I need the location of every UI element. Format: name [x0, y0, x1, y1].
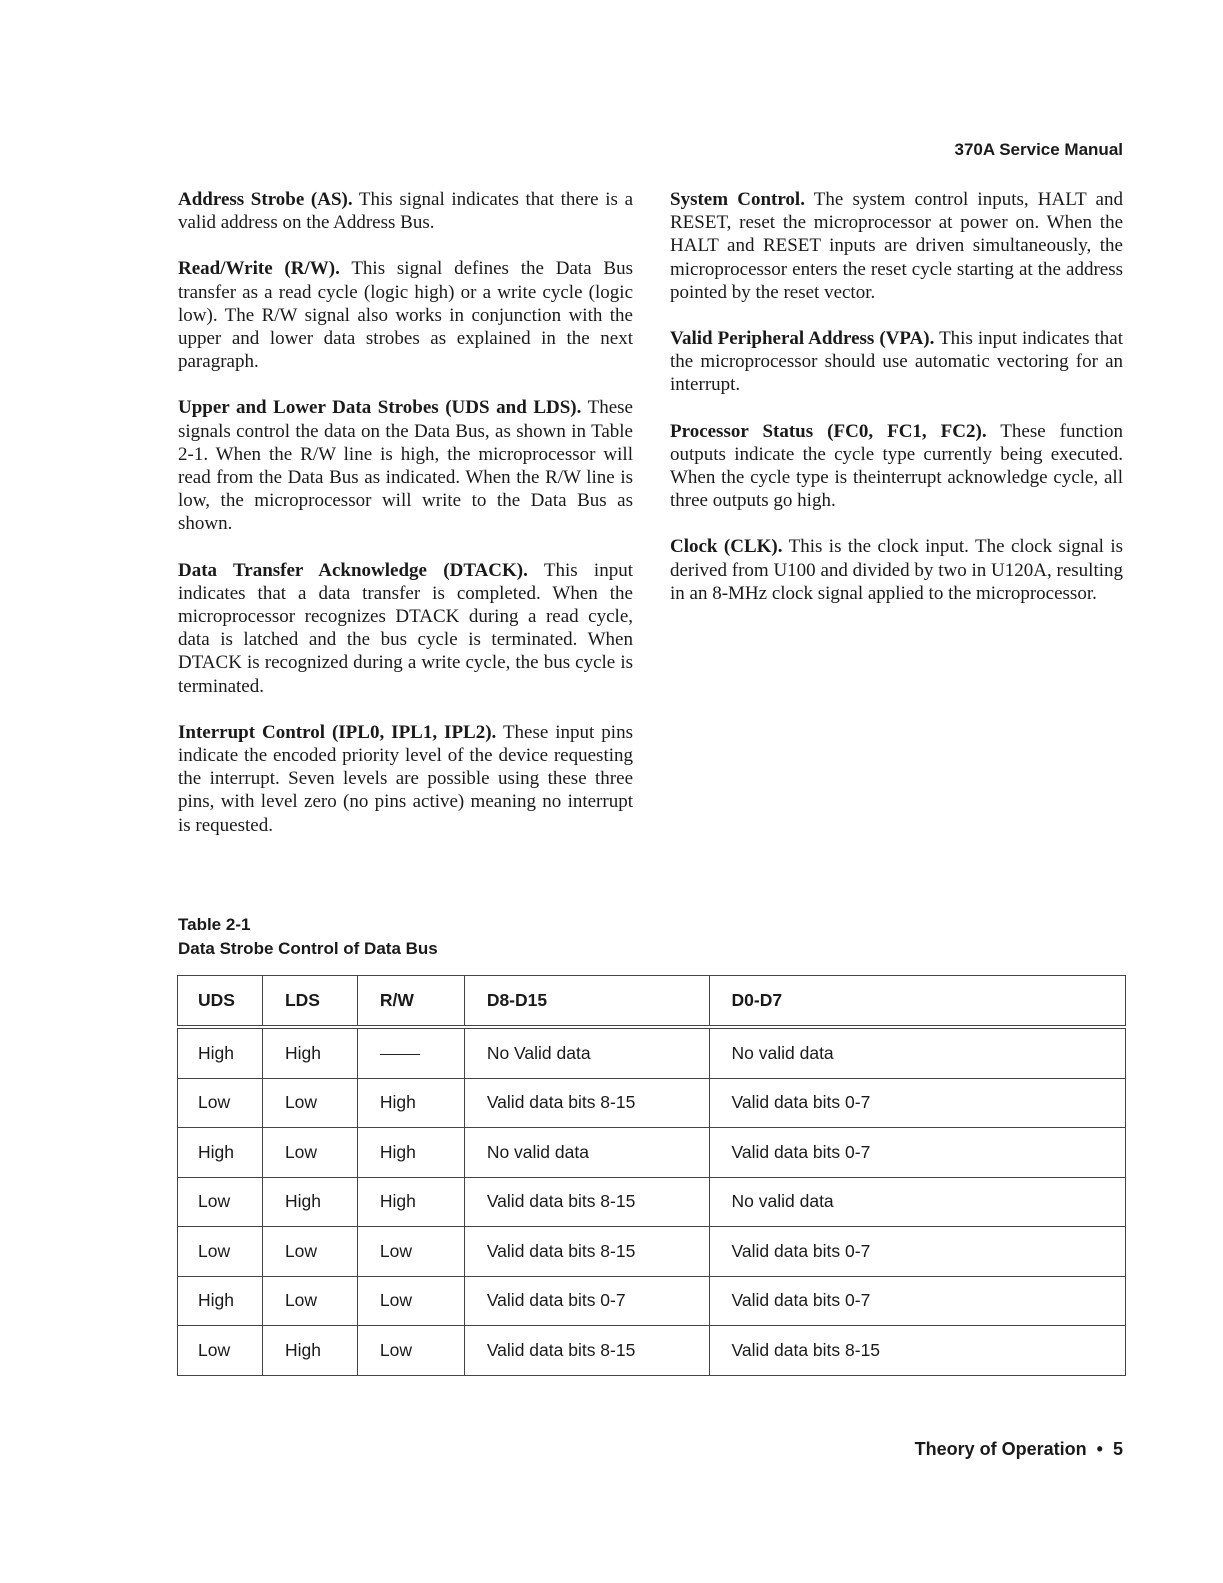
cell-d8-d15: Valid data bits 0-7 — [464, 1276, 709, 1326]
table-row — [178, 1078, 1126, 1128]
cell-rw: High — [357, 1128, 464, 1178]
paragraph-text: This is the clock input. The clock signal is derived from U100 and divided by two in U120A, resulting in an 8-MHz clock signal applied to the microprocessor. — [670, 536, 1124, 604]
table-row — [178, 1027, 1126, 1078]
page-footer — [915, 1439, 1123, 1460]
paragraph-heading: Address Strobe (AS). — [178, 189, 353, 210]
header-d8-d15: D8-D15 — [464, 976, 709, 1028]
cell-uds: Low — [178, 1078, 263, 1128]
paragraph-heading: Upper and Lower Data Strobes (UDS and LDS). — [178, 397, 582, 419]
cell-lds: High — [262, 1027, 357, 1078]
paragraph-text: This signal defines the Data Bus transfer as a read cycle (logic high) or a write cycle (logic low). The R/W signal also works in conjunction with the upper and lower data strobes as explained in the next paragraph. — [178, 258, 633, 373]
cell-uds: High — [178, 1128, 263, 1178]
running-header: 370A Service Manual — [954, 140, 1123, 159]
paragraph-heading: Valid Peripheral Address (VPA). — [670, 328, 935, 350]
cell-rw: Low — [357, 1227, 464, 1277]
paragraph-text: This signal indicates that there is a valid address on the Address Bus. — [178, 189, 633, 234]
paragraph-read-write — [178, 257, 633, 373]
paragraph-system-control — [670, 188, 1123, 304]
right-column — [670, 188, 1123, 628]
paragraph-heading: System Control. — [670, 189, 805, 210]
cell-d8-d15: No valid data — [464, 1128, 709, 1178]
paragraph-text: The system control inputs, HALT and RESET, reset the microprocessor at power on. When the HALT and RESET inputs are driven simultaneously, the microprocessor enters the reset cycle starting at the address pointed by the reset vector. — [670, 189, 1123, 303]
cell-rw: Low — [357, 1276, 464, 1326]
header-rw: R/W — [357, 976, 464, 1028]
table-row — [178, 1276, 1126, 1326]
paragraph-dtack — [178, 559, 633, 698]
cell-lds: Low — [262, 1227, 357, 1277]
dash-line — [380, 1054, 420, 1055]
cell-rw: High — [357, 1078, 464, 1128]
cell-rw: Low — [357, 1326, 464, 1376]
page-number: 5 — [1112, 1439, 1123, 1459]
cell-d8-d15: Valid data bits 8-15 — [464, 1078, 709, 1128]
paragraph-vpa — [670, 327, 1123, 397]
cell-rw — [357, 1027, 464, 1078]
paragraph-heading: Data Transfer Acknowledge (DTACK). — [178, 559, 528, 581]
paragraph-text: This input indicates that a data transfer is completed. When the microprocessor recognizes DTACK during a read cycle, data is latched and the bus cycle is terminated. When DTACK is recognized during a write cycle, the bus cycle is terminated. — [178, 559, 633, 697]
header-lds: LDS — [262, 976, 357, 1028]
paragraph-text: These function outputs indicate the cycle type currently being executed. When the cycle type is theinterrupt acknowledge cycle, all three outputs go high. — [670, 420, 1123, 512]
cell-lds: Low — [262, 1276, 357, 1326]
cell-d8-d15: No Valid data — [464, 1027, 709, 1078]
cell-uds: Low — [178, 1177, 263, 1227]
paragraph-data-strobes — [178, 396, 633, 535]
cell-d0-d7: No valid data — [709, 1177, 1125, 1227]
table-number: Table 2-1 — [178, 915, 251, 934]
paragraph-heading: Clock (CLK). — [670, 536, 783, 558]
cell-d0-d7: No valid data — [709, 1027, 1125, 1078]
paragraph-address-strobe — [178, 188, 633, 234]
table-row — [178, 1177, 1126, 1227]
cell-lds: Low — [262, 1078, 357, 1128]
cell-uds: High — [178, 1027, 263, 1078]
header-uds: UDS — [178, 976, 263, 1028]
paragraph-text: This input indicates that the microprocessor should use automatic vectoring for an interrupt. — [670, 328, 1123, 396]
cell-d8-d15: Valid data bits 8-15 — [464, 1227, 709, 1277]
paragraph-interrupt-control — [178, 721, 633, 837]
cell-lds: Low — [262, 1128, 357, 1178]
paragraph-text: These input pins indicate the encoded priority level of the device requesting the interrupt. Seven levels are possible using these three pins, with level zero (no pins active) meaning no interrupt is requested. — [178, 721, 633, 836]
paragraph-heading: Interrupt Control (IPL0, IPL1, IPL2). — [178, 721, 497, 743]
paragraph-processor-status — [670, 420, 1123, 513]
table-row — [178, 1326, 1126, 1376]
cell-d0-d7: Valid data bits 0-7 — [709, 1227, 1125, 1277]
footer-section-title: Theory of Operation — [914, 1439, 1087, 1459]
cell-uds: High — [178, 1276, 263, 1326]
cell-lds: High — [262, 1177, 357, 1227]
footer-bullet: • — [1096, 1439, 1103, 1459]
paragraph-heading: Processor Status (FC0, FC1, FC2). — [670, 420, 987, 442]
table-title: Data Strobe Control of Data Bus — [178, 939, 438, 958]
table-row — [178, 1227, 1126, 1277]
table-header-row — [178, 976, 1126, 1028]
cell-d0-d7: Valid data bits 0-7 — [709, 1128, 1125, 1178]
paragraph-text: These signals control the data on the Data Bus, as shown in Table 2-1. When the R/W line is high, the microprocessor will read from the Data Bus as indicated. When the R/W line is low, the microprocessor will write to the Data Bus as shown. — [178, 397, 633, 535]
table-caption — [178, 913, 438, 961]
paragraph-heading: Read/Write (R/W). — [178, 258, 340, 280]
cell-lds: High — [262, 1326, 357, 1376]
data-strobe-table — [177, 975, 1126, 1376]
cell-uds: Low — [178, 1326, 263, 1376]
cell-d0-d7: Valid data bits 0-7 — [709, 1078, 1125, 1128]
paragraph-clock — [670, 535, 1123, 605]
cell-d8-d15: Valid data bits 8-15 — [464, 1326, 709, 1376]
cell-d0-d7: Valid data bits 0-7 — [709, 1276, 1125, 1326]
cell-rw: High — [357, 1177, 464, 1227]
cell-d0-d7: Valid data bits 8-15 — [709, 1326, 1125, 1376]
header-d0-d7: D0-D7 — [709, 976, 1125, 1028]
cell-uds: Low — [178, 1227, 263, 1277]
left-column — [178, 188, 633, 860]
table-row — [178, 1128, 1126, 1178]
cell-d8-d15: Valid data bits 8-15 — [464, 1177, 709, 1227]
